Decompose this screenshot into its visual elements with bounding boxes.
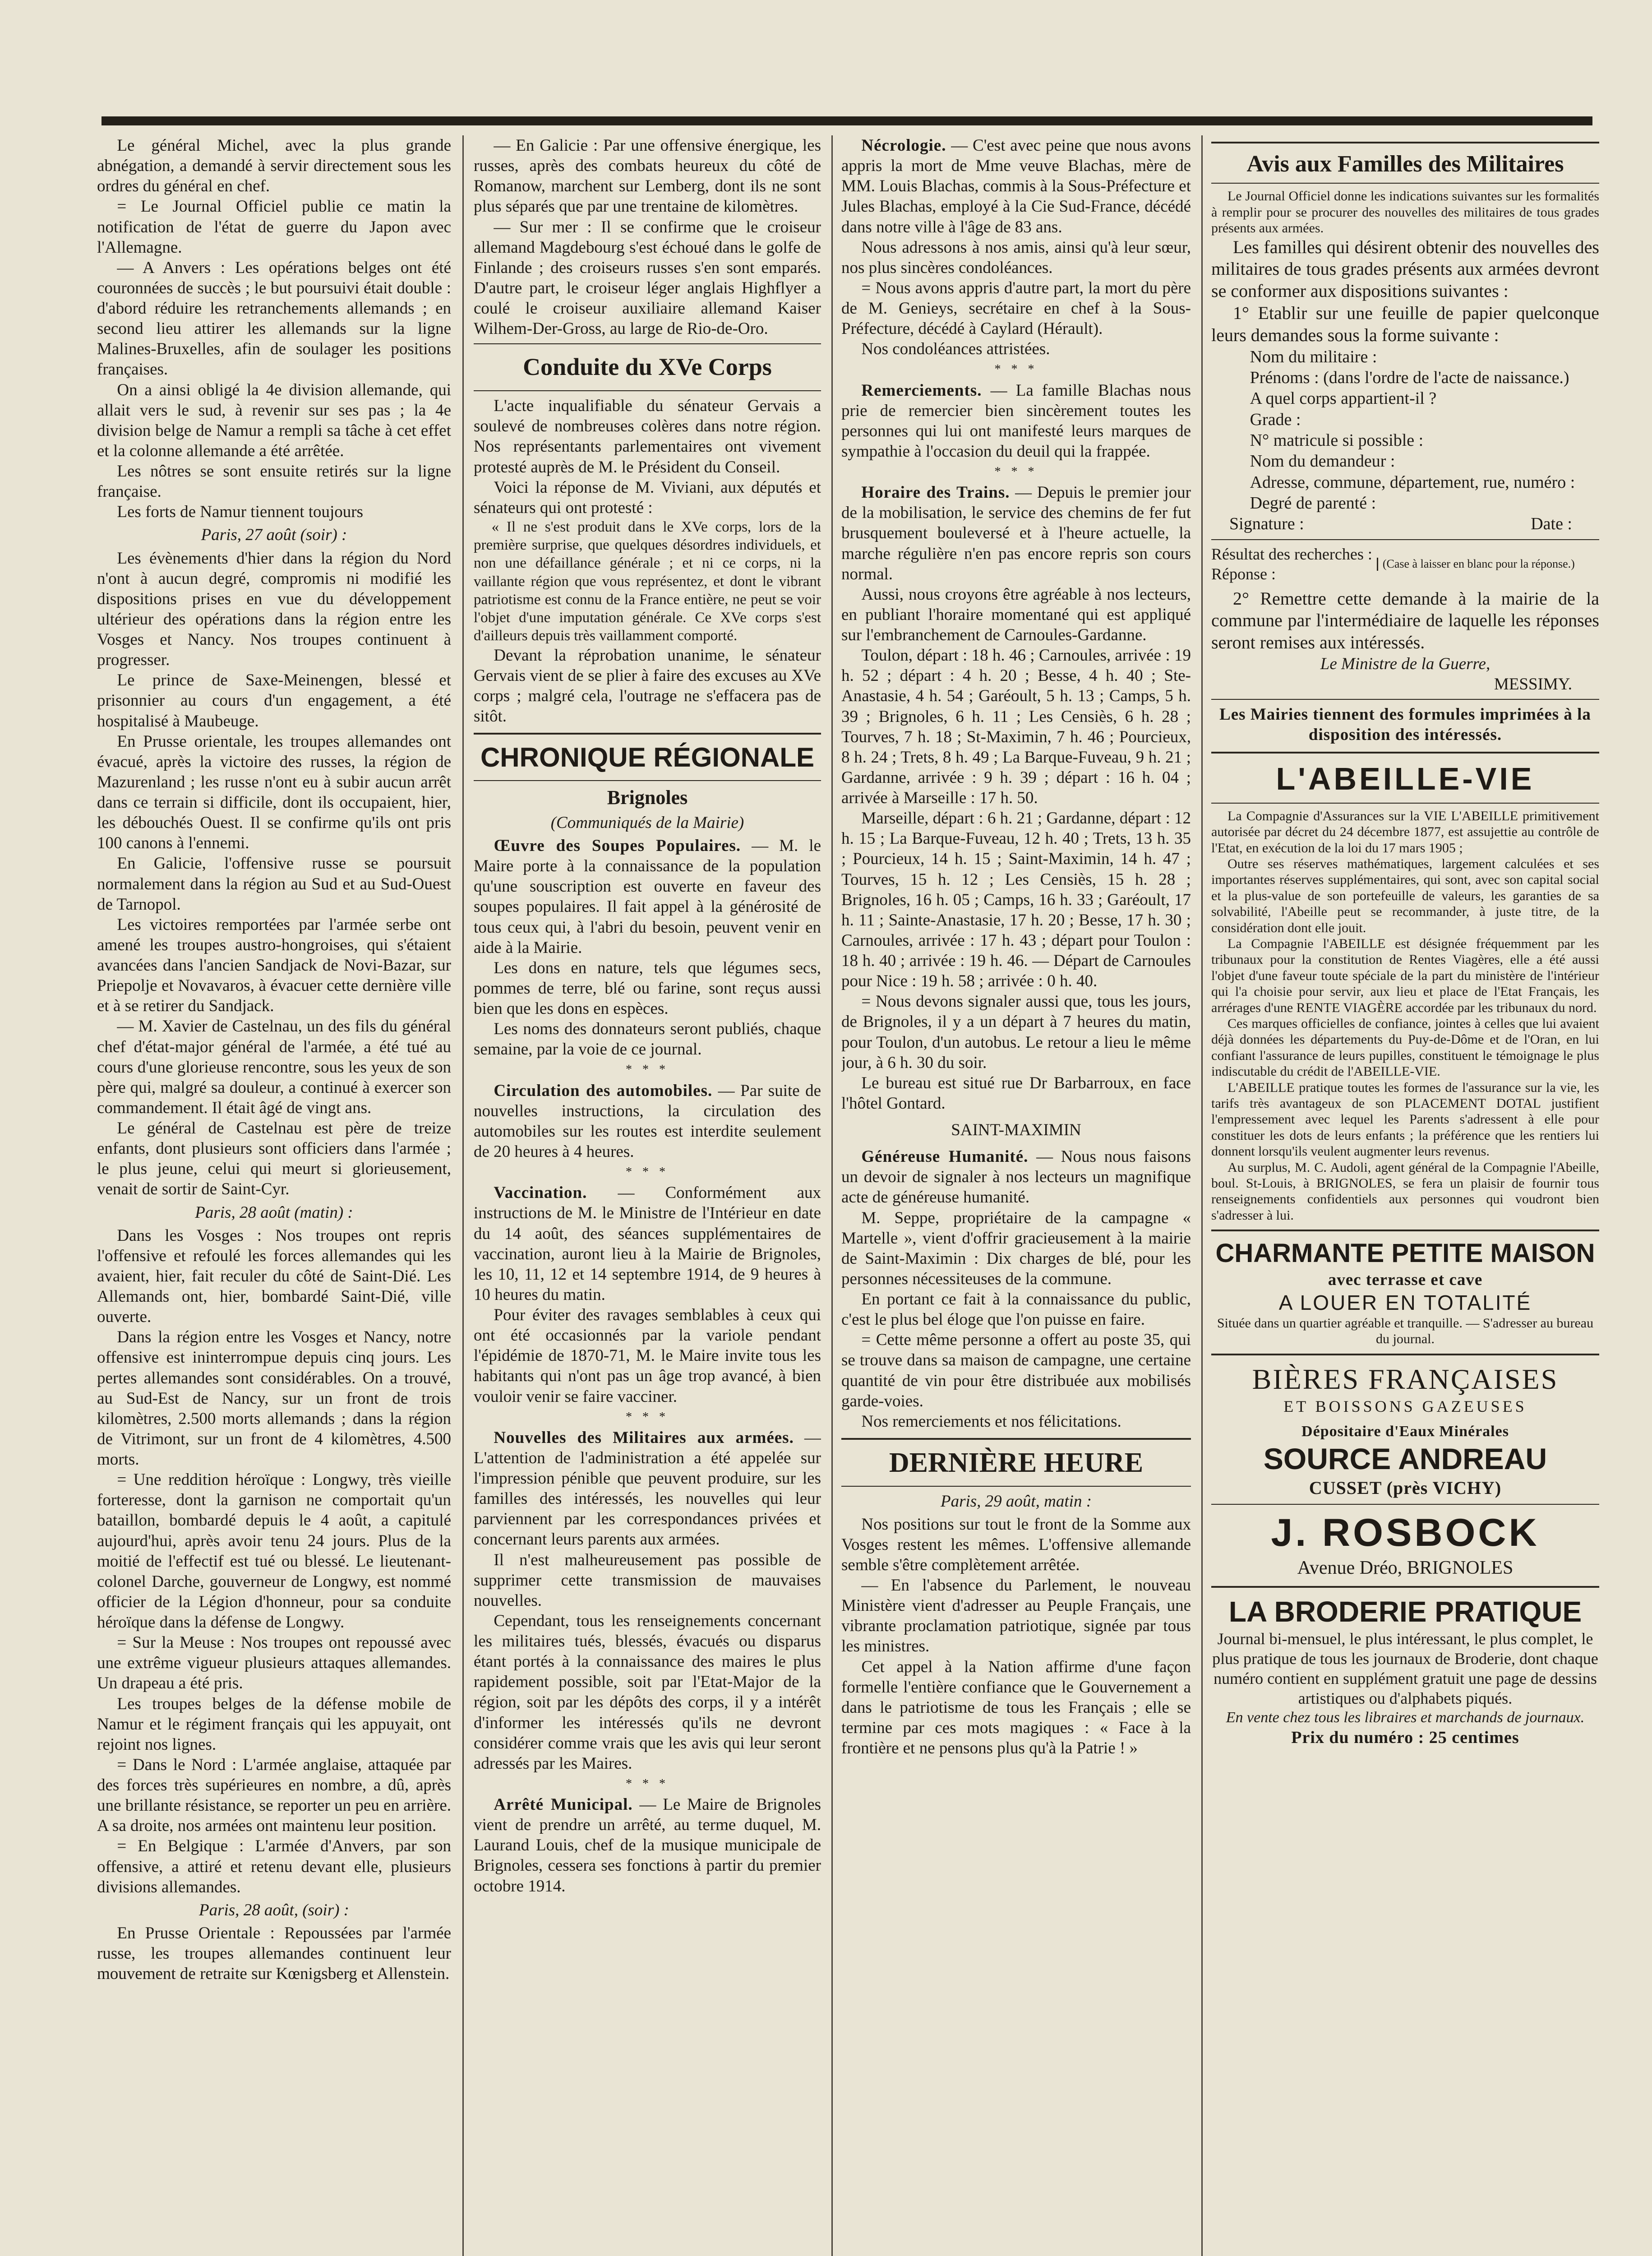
item-title: Nécrologie. <box>861 136 946 155</box>
ad-line: Prix du numéro : 25 centimes <box>1291 1728 1519 1747</box>
paragraph: Dans la région entre les Vosges et Nancy, notre offensive est ininterrompue depuis cinq jours. Les pertes allemandes sont considérables. On a trouvé, au Sud-Est de Nancy, sur un front de trois kilomètres, 2.500 morts allemands ; dans la région de Vitrimont, sur un front de 4 kilomètres, 4.500 morts. <box>97 1328 451 1469</box>
date-label: Date : <box>1531 514 1572 534</box>
paragraph: Les nôtres se sont ensuite retirés sur la ligne française. <box>97 462 451 501</box>
dateline: Paris, 28 août (matin) : <box>195 1203 353 1222</box>
paragraph: — C'est avec peine que nous avons appris la mort de Mme veuve Blachas, mère de MM. Louis Blachas, commis à la Sous-Préfecture et Jules Blachas, employé à la Cie Sud-France, décédé dans notre ville à l'âge de 83 ans. <box>841 136 1191 236</box>
signature-label: Signature : <box>1229 514 1304 534</box>
paragraph: — Le Maire de Brignoles vient de prendre un arrêté, au terme duquel, M. Laurand Louis, chef de la musique municipale de Brignoles, cessera ses fonctions à partir du premier octobre 1914. <box>474 1795 821 1895</box>
paragraph: Les troupes belges de la défense mobile de Namur et le régiment français qui les appuyait, ont rejoint nos lignes. <box>97 1694 451 1754</box>
ad-title: J. ROSBOCK <box>1271 1511 1540 1554</box>
paragraph: Au surplus, M. C. Audoli, agent général de la Compagnie l'Abeille, boul. St-Louis, à BRIGNOLES, se fera un plaisir de fournir tous renseignements confidentiels aux personnes qui voudront bien s'adresser à lui. <box>1211 1160 1599 1223</box>
section-title: Conduite du XVe Corps <box>523 353 772 381</box>
separator: * * * <box>626 1165 669 1179</box>
paragraph: Le bureau est situé rue Dr Barbarroux, en face l'hôtel Gontard. <box>841 1073 1191 1113</box>
paragraph: La Compagnie d'Assurances sur la VIE L'ABEILLE primitivement autorisée par décret du 24 décembre 1877, est assujettie au contrôle de l'Etat, en exécution de la loi du 17 mars 1905 ; <box>1211 808 1599 855</box>
column-2 <box>474 135 821 2256</box>
item-title: Nouvelles des Militaires aux armées. <box>494 1428 794 1447</box>
separator: * * * <box>994 362 1038 377</box>
paragraph: Les victoires remportées par l'armée serbe ont amené les troupes austro-hongroises, qui s'étaient avancées dans l'ancien Sandjack de Novi-Bazar, sur Priepolje et Novavaros, à évacuer cette dernière ville et à se retirer du Sandjack. <box>97 915 451 1016</box>
section-title: Avis aux Familles des Militaires <box>1246 151 1564 177</box>
item-title: Circulation des automobiles. <box>494 1081 713 1100</box>
paragraph: Le Journal Officiel donne les indications suivantes sur les formalités à remplir pour se procurer des nouvelles des militaires de tous grades présents aux armées. <box>1211 189 1599 236</box>
divider <box>474 390 821 391</box>
paragraph: — Par suite de nouvelles instructions, la circulation des automobiles sur les routes est interdite seulement de 20 heures à 4 heures. <box>474 1081 821 1161</box>
paragraph: Nos condoléances attristées. <box>861 340 1050 359</box>
paragraph: Devant la réprobation unanime, le sénateur Gervais vient de se plier à faire des excuses au XVe corps ; malgré cela, l'outrage ne s'effacera pas de sitôt. <box>474 646 821 726</box>
paragraph: Il n'est malheureusement pas possible de supprimer cette transmission de mauvaises nouvelles. <box>474 1550 821 1610</box>
ad-title: BIÈRES FRANÇAISES <box>1252 1363 1559 1395</box>
form-line: A quel corps appartient-il ? <box>1250 389 1437 408</box>
paragraph: = Nous devons signaler aussi que, tous les jours, de Brignoles, il y a un départ à 7 heures du matin, pour Toulon, d'un autobus. Le retour a lieu le même jour, à 6 h. 30 du soir. <box>841 992 1191 1072</box>
item-title: Arrêté Municipal. <box>494 1795 633 1814</box>
divider <box>1211 699 1599 700</box>
ad-title: CHARMANTE PETITE MAISON <box>1215 1239 1595 1268</box>
paragraph: Journal bi-mensuel, le plus intéressant, le plus complet, le plus pratique de tous les journaux de Broderie, dont chaque numéro contient en supplément gratuit une page de dessins artistiques ou d'alphabets piqués. <box>1212 1629 1598 1707</box>
ad-body <box>1211 808 1599 1223</box>
divider <box>1211 1586 1599 1588</box>
paragraph: En Prusse orientale, les troupes allemandes ont évacué, après la victoire des russes, la région de Mazurenland ; les russe n'ont eu à subir aucun arrêt dans ce terrain si difficile, dont ils occupaient, hier, les débouchés Ouest. Il se confirme qu'ils ont pris 100 canons à l'ennemi. <box>97 732 451 853</box>
separator: * * * <box>626 1410 669 1424</box>
paragraph: Les évènements d'hier dans la région du Nord n'ont à aucun degré, compromis ni modifié les dispositions prises en vue du développement ultérieur des opérations dans la région entre les Vosges et Nancy. Nos troupes continuent à progresser. <box>97 549 451 670</box>
divider <box>841 1438 1191 1440</box>
paragraph: On a ainsi obligé la 4e division allemande, qui allait vers le sud, à revenir sur ses pas ; la 4e division belge de Namur a rempli sa tâche à cet effet et la colonne allemande a été arrêtée. <box>97 380 451 460</box>
paragraph: Pour éviter des ravages semblables à ceux qui ont été occasionnés par la variole pendant l'épidémie de 1870-71, M. le Maire invite tous les habitants qui n'ont pas un âge trop avancé, à bien vouloir venir se faire vacciner. <box>474 1306 821 1406</box>
ad-title: A LOUER EN TOTALITÉ <box>1278 1290 1532 1314</box>
column-4 <box>1211 135 1599 2256</box>
ad-title: LA BRODERIE PRATIQUE <box>1228 1595 1582 1628</box>
paragraph: Située dans un quartier agréable et tranquille. — S'adresser au bureau du journal. <box>1217 1316 1594 1347</box>
paragraph: Dans les Vosges : Nos troupes ont repris l'offensive et refoulé les forces allemandes qui les avaient, hier, fait reculer du côté de Saint-Dié. Les Allemands ont, hier, bombardé Saint-Dié, ville ouverte. <box>97 1226 451 1327</box>
notice: Les Mairies tiennent des formules imprimées à la disposition des intéressés. <box>1219 705 1591 744</box>
paragraph: L'ABEILLE pratique toutes les formes de l'assurance sur la vie, les tarifs très avantageux de son PLACEMENT DOTAL justifient l'empressement avec lequel les Parents s'adressent à elle pour constituer les dots de leurs enfants ; la préférence que les rentiers lui donnent lorsqu'ils veulent augmenter leurs revenus. <box>1211 1080 1599 1159</box>
ad-subtitle: avec terrasse et cave <box>1328 1270 1483 1289</box>
paragraph: M. Seppe, propriétaire de la campagne « Martelle », vient d'offrir gracieusement à la mairie de Saint-Maximin : Dix charges de blé, pour les personnes nécessiteuses de la commune. <box>841 1208 1191 1288</box>
item-title: Horaire des Trains. <box>861 483 1010 502</box>
separator: * * * <box>626 1063 669 1077</box>
paragraph: Nous adressons à nos amis, ainsi qu'à leur sœur, nos plus sincères condoléances. <box>841 238 1191 277</box>
paragraph: Ces marques officielles de confiance, jointes à celles que lui avaient déjà données les départements du Puy-de-Dôme et de l'Oran, en lui confiant l'assurance de leurs pupilles, constituent le témoignage le plus indiscutable du crédit de l'ABEILLE-VIE. <box>1211 1016 1599 1079</box>
paragraph: 2° Remettre cette demande à la mairie de la commune par l'intermédiaire de laquelle les réponses seront remises aux intéressés. <box>1211 588 1599 653</box>
paragraph: En Galicie, l'offensive russe se poursuit normalement dans la région au Sud et au Sud-Ouest de Tarnopol. <box>97 854 451 914</box>
form-line: Adresse, commune, département, rue, numéro : <box>1250 472 1575 492</box>
paragraph: Les forts de Namur tiennent toujours <box>117 503 364 522</box>
paragraph: Nos positions sur tout le front de la Somme aux Vosges restent les mêmes. L'offensive allemande semble s'être complètement arrêtée. <box>841 1515 1191 1574</box>
column-divider <box>1201 135 1203 2256</box>
divider <box>1211 1354 1599 1355</box>
form-line: Nom du militaire : <box>1250 347 1377 366</box>
dateline: Paris, 28 août, (soir) : <box>199 1900 349 1919</box>
ad-title: SOURCE ANDREAU <box>1263 1442 1547 1476</box>
paragraph: = Sur la Meuse : Nos troupes ont repoussé avec une extrême vigueur plusieurs attaques allemandes. Un drapeau a été pris. <box>97 1633 451 1693</box>
divider <box>1211 752 1599 754</box>
divider <box>474 733 821 735</box>
paragraph: — Sur mer : Il se confirme que le croiseur allemand Magdebourg s'est échoué dans le golfe de Finlande ; des croiseurs russes s'en sont emparés. D'autre part, le croiseur léger anglais Highflyer a coulé le croiseur auxiliaire allemand Kaiser Wilhem-Der-Gross, au large de Rio-de-Oro. <box>474 217 821 338</box>
section-title: CHRONIQUE RÉGIONALE <box>480 742 815 773</box>
paragraph: = Dans le Nord : L'armée anglaise, attaquée par des forces très supérieures en nombre, a dû, après une brillante résistance, se reporter un peu en arrière. A sa droite, nos armées ont maintenu leur position. <box>97 1755 451 1835</box>
ad-title: L'ABEILLE-VIE <box>1276 761 1535 796</box>
town-heading: Brignoles <box>607 786 688 809</box>
paragraph: — En Galicie : Par une offensive énergique, les russes, après des combats heureux du côté de Romanow, marchent sur Lemberg, dont ils ne sont plus séparés que par une trentaine de kilomètres. <box>474 136 821 216</box>
column-divider <box>831 135 833 2256</box>
dateline: Paris, 27 août (soir) : <box>201 526 347 545</box>
divider <box>1211 803 1599 804</box>
divider <box>1211 183 1599 184</box>
result-box <box>1211 545 1599 584</box>
ad-line: En vente chez tous les libraires et marchands de journaux. <box>1226 1709 1585 1726</box>
item-title: Vaccination. <box>494 1183 587 1202</box>
result-label: Résultat des recherches : <box>1211 545 1372 563</box>
town-heading: SAINT-MAXIMIN <box>951 1121 1081 1140</box>
form-line: Grade : <box>1250 410 1301 429</box>
divider <box>841 1486 1191 1487</box>
column-1 <box>97 135 451 2256</box>
train-schedule: Toulon, départ : 18 h. 46 ; Carnoules, arrivée : 19 h. 52 ; départ : 4 h. 20 ; Besse, 4 h. 40 ; Ste-Anastasie, 4 h. 54 ; Garéoult, 5 h. 13 ; Camps, 5 h. 39 ; Brignoles, 6 h. 11 ; Les Censiès, 6 h. 28 ; Tourves, 7 h. 18 ; St-Maximin, 7 h. 46 ; Pourcieux, 8 h. 24 ; Trets, 8 h. 49 ; La Barque-Fuveau, 9 h. 21 ; Gardanne, arrivée : 9 h. 39 ; départ : 16 h. 04 ; arrivée à Marseille : 17 h. 50. <box>841 646 1191 808</box>
case-note: (Case à laisser en blanc pour la réponse.) <box>1377 558 1575 571</box>
paragraph: Nos remerciements et nos félicitations. <box>861 1412 1121 1431</box>
paragraph: En Prusse Orientale : Repoussées par l'armée russe, les troupes allemandes continuent leur mouvement de retraite sur Kœnigsberg et Allenstein. <box>97 1923 451 1983</box>
paragraph: = En Belgique : L'armée d'Anvers, par son offensive, a attiré et retenu devant elle, plusieurs divisions allemandes. <box>97 1837 451 1896</box>
request-form <box>1211 347 1599 535</box>
ad-line: CUSSET (près VICHY) <box>1309 1477 1502 1498</box>
signatory-name: MESSIMY. <box>1494 675 1572 694</box>
dateline: Paris, 29 août, matin : <box>940 1492 1092 1511</box>
paragraph: La Compagnie l'ABEILLE est désignée fréquemment par les tribunaux pour la constitution de Rentes Viagères, elle a été aussi l'objet d'une faveur toute spéciale de la part du ministère de l'intérieur qui l'a choisie pour servir, aux lieu et place de l'Etat Français, les arrérages d'une RENTE VIAGÈRE accordée par les tribunaux du nord. <box>1211 936 1599 1015</box>
paragraph: — L'attention de l'administration a été appelée sur l'impression pénible que peuvent produire, sur les familles des intéressés, les nouvelles qui leur parviennent par les correspondances privées et concernant leurs parents aux armées. <box>474 1428 821 1549</box>
paragraph: — A Anvers : Les opérations belges ont été couronnées de succès ; le but poursuivi était double : d'abord réduire les retranchements allemands ; en second lieu attirer les allemands sur la ligne Malines-Bruxelles, afin de soulager les positions françaises. <box>97 258 451 379</box>
divider <box>474 780 821 781</box>
paragraph: — En l'absence du Parlement, le nouveau Ministère vient d'adresser au Peuple Français, une vibrante proclamation patriotique, signée par tous les ministres. <box>841 1576 1191 1656</box>
ad-subtitle: ET BOISSONS GAZEUSES <box>1283 1397 1527 1415</box>
paragraph: — Conformément aux instructions de M. le Ministre de l'Intérieur en date du 14 août, des séances supplémentaires de vaccination, auront lieu à la Mairie de Brignoles, les 10, 11, 12 et 14 septembre 1914, de 9 heures à 10 heures du matin. <box>474 1183 821 1304</box>
paragraph: L'acte inqualifiable du sénateur Gervais a soulevé de nombreuses colères dans notre région. Nos représentants parlementaires ont vivement protesté auprès de M. le Président du Conseil. <box>474 397 821 476</box>
item-title: Généreuse Humanité. <box>861 1147 1029 1166</box>
form-line: Prénoms : (dans l'ordre de l'acte de naissance.) <box>1250 368 1569 387</box>
separator: * * * <box>994 465 1038 479</box>
paragraph: Cependant, tous les renseignements concernant les militaires tués, blessés, évacués ou disparus étant portés à la connaissance des maires le plus rapidement possible, soit par l'Etat-Major de la région, soit par les dépôts des corps, il y a intérêt d'informer les intéressés qu'ils ne devront considérer comme vrais que les avis qui leur seront adressés par les Maires. <box>474 1611 821 1773</box>
divider <box>474 343 821 344</box>
column-3 <box>841 135 1191 2256</box>
ad-line: Dépositaire d'Eaux Minérales <box>1301 1423 1509 1440</box>
form-line: Degré de parenté : <box>1250 494 1376 513</box>
paragraph: Outre ses réserves mathématiques, largement calculées et ses importantes réserves supplémentaires, qui sont, avec son capital social et la plus-value de son portefeuille de valeurs, les garanties de sa solvabilité, l'Abeille peut se recommander, à juste titre, de la considération dont elle jouit. <box>1211 856 1599 935</box>
paragraph: = Une reddition héroïque : Longwy, très vieille forteresse, dont la garnison ne comportait qu'un bataillon, bombardé depuis le 4 août, a capitulé aujourd'hui, après avoir tenu 24 jours. Plus de la moitié de l'effectif est tué ou blessé. Le lieutenant-colonel Darche, gouverneur de Longwy, est nommé officier de la Légion d'honneur, pour sa conduite héroïque dans la défense de Longwy. <box>97 1470 451 1632</box>
paragraph: — Depuis le premier jour de la mobilisation, le service des chemins de fer fut brusquement bouleversé et à l'heure actuelle, la marche régulière n'en pas encore repris son cours normal. <box>841 483 1191 583</box>
paragraph: — Nous nous faisons un devoir de signaler à nos lecteurs un magnifique acte de généreuse humanité. <box>841 1147 1191 1207</box>
paragraph: Voici la réponse de M. Viviani, aux députés et sénateurs qui ont protesté : <box>474 478 821 517</box>
column-divider <box>462 135 464 2256</box>
top-rule <box>102 116 1592 125</box>
paragraph: Aussi, nous croyons être agréable à nos lecteurs, en publiant l'horaire momentané qui est appliqué sur l'embranchement de Carnoules-Gardanne. <box>841 585 1191 645</box>
item-title: Œuvre des Soupes Populaires. <box>494 837 741 855</box>
divider <box>1211 142 1599 143</box>
subtitle: (Communiqués de la Mairie) <box>550 813 744 832</box>
paragraph: Les dons en nature, tels que légumes secs, pommes de terre, blé ou farine, sont reçus aussi bien que les dons en espèces. <box>474 958 821 1018</box>
item-title: Remerciements. <box>861 381 982 400</box>
paragraph: — La famille Blachas nous prie de remercier bien sincèrement toutes les personnes qui lui ont manifesté leurs marques de sympathie à l'occasion du deuil qui la frappée. <box>841 381 1191 461</box>
paragraph: = Cette même personne a offert au poste 35, qui se trouve dans sa maison de campagne, une certaine quantité de vin pour être distribuée aux mobilisés garde-voies. <box>841 1331 1191 1410</box>
paragraph: Le général de Castelnau est père de treize enfants, dont plusieurs sont officiers dans l'armée ; le plus jeune, celui qui meurt si glorieusement, venait de sortir de Saint-Cyr. <box>97 1119 451 1199</box>
train-schedule: Marseille, départ : 6 h. 21 ; Gardanne, départ : 12 h. 15 ; La Barque-Fuveau, 12 h. 40 ; Trets, 13 h. 35 ; Pourcieux, 14 h. 15 ; Saint-Maximin, 14 h. 47 ; Tourves, 15 h. 12 ; Les Censiès, 15 h. 28 ; Brignoles, 16 h. 05 ; Camps, 16 h. 33 ; Garéoult, 17 h. 11 ; Sainte-Anastasie, 17 h. 20 ; Besse, 17 h. 30 ; Carnoules, arrivée : 17 h. 43 ; départ pour Toulon : 18 h. 40 ; arrivée : 19 h. 46. — Départ de Carnoules pour Nice : 19 h. 58 ; arrivée : 0 h. 40. <box>841 809 1191 991</box>
paragraph: Les noms des donnateurs seront publiés, chaque semaine, par la voie de ce journal. <box>474 1020 821 1059</box>
paragraph: Cet appel à la Nation affirme d'une façon formelle l'entière confiance que le Gouvernement a dans le patriotisme de tous les Français ; elle se termine par ces mots magiques : « Face à la frontière et ne pensons plus qu'à la Patrie ! » <box>841 1657 1191 1758</box>
response-label: Réponse : <box>1211 564 1276 583</box>
quote: « Il ne s'est produit dans le XVe corps, lors de la première surprise, que quelques désordres individuels, et non une défaillance générale ; et ni ce corps, ni la vaillante région que vous représentez, et dont le vibrant patriotisme est connu de la France entière, ne peut se voir l'objet d'une imputation générale. Ce XVe corps s'est d'ailleurs depuis très vaillamment comporté. <box>474 518 821 644</box>
paragraph: 1° Etablir sur une feuille de papier quelconque leurs demandes sous la forme suivante : <box>1211 303 1599 345</box>
paragraph: = Le Journal Officiel publie ce matin la notification de l'état de guerre du Japon avec l'Allemagne. <box>97 197 451 257</box>
paragraph: = Nous avons appris d'autre part, la mort du père de M. Genieys, secrétaire en chef à la Sous-Préfecture, décédé à Caylard (Hérault). <box>841 278 1191 338</box>
form-line: N° matricule si possible : <box>1250 431 1424 450</box>
divider <box>1211 539 1599 540</box>
separator: * * * <box>626 1776 669 1791</box>
ad-line: Avenue Dréo, BRIGNOLES <box>1297 1557 1514 1578</box>
paragraph: Les familles qui désirent obtenir des nouvelles des militaires de tous grades présents aux armées devront se conformer aux dispositions suivantes : <box>1211 236 1599 301</box>
divider <box>1211 1230 1599 1231</box>
section-title: DERNIÈRE HEURE <box>889 1447 1144 1478</box>
paragraph: En portant ce fait à la connaissance du public, c'est le plus bel éloge que l'on puisse en faire. <box>841 1290 1191 1329</box>
signatory-title: Le Ministre de la Guerre, <box>1320 655 1490 674</box>
paragraph: — M. Xavier de Castelnau, un des fils du général chef d'état-major général de l'armée, a été tué au cours d'une glorieuse rencontre, sous les yeux de son père qui, malgré sa douleur, a continué à exercer son commandement. Il était âgé de vingt ans. <box>97 1017 451 1117</box>
paragraph: — M. le Maire porte à la connaissance de la population qu'une souscription est ouverte en faveur des soupes populaires. Il fait appel à la générosité de tous ceux qui, à l'abri du besoin, peuvent venir en aide à la Mairie. <box>474 837 821 957</box>
divider <box>1211 1504 1599 1505</box>
paragraph: Le prince de Saxe-Meinengen, blessé et prisonnier au cours d'un engagement, a été hospitalisé à Maubeuge. <box>97 671 451 730</box>
form-line: Nom du demandeur : <box>1250 452 1395 471</box>
paragraph: Le général Michel, avec la plus grande abnégation, a demandé à servir directement sous les ordres du général en chef. <box>97 136 451 196</box>
